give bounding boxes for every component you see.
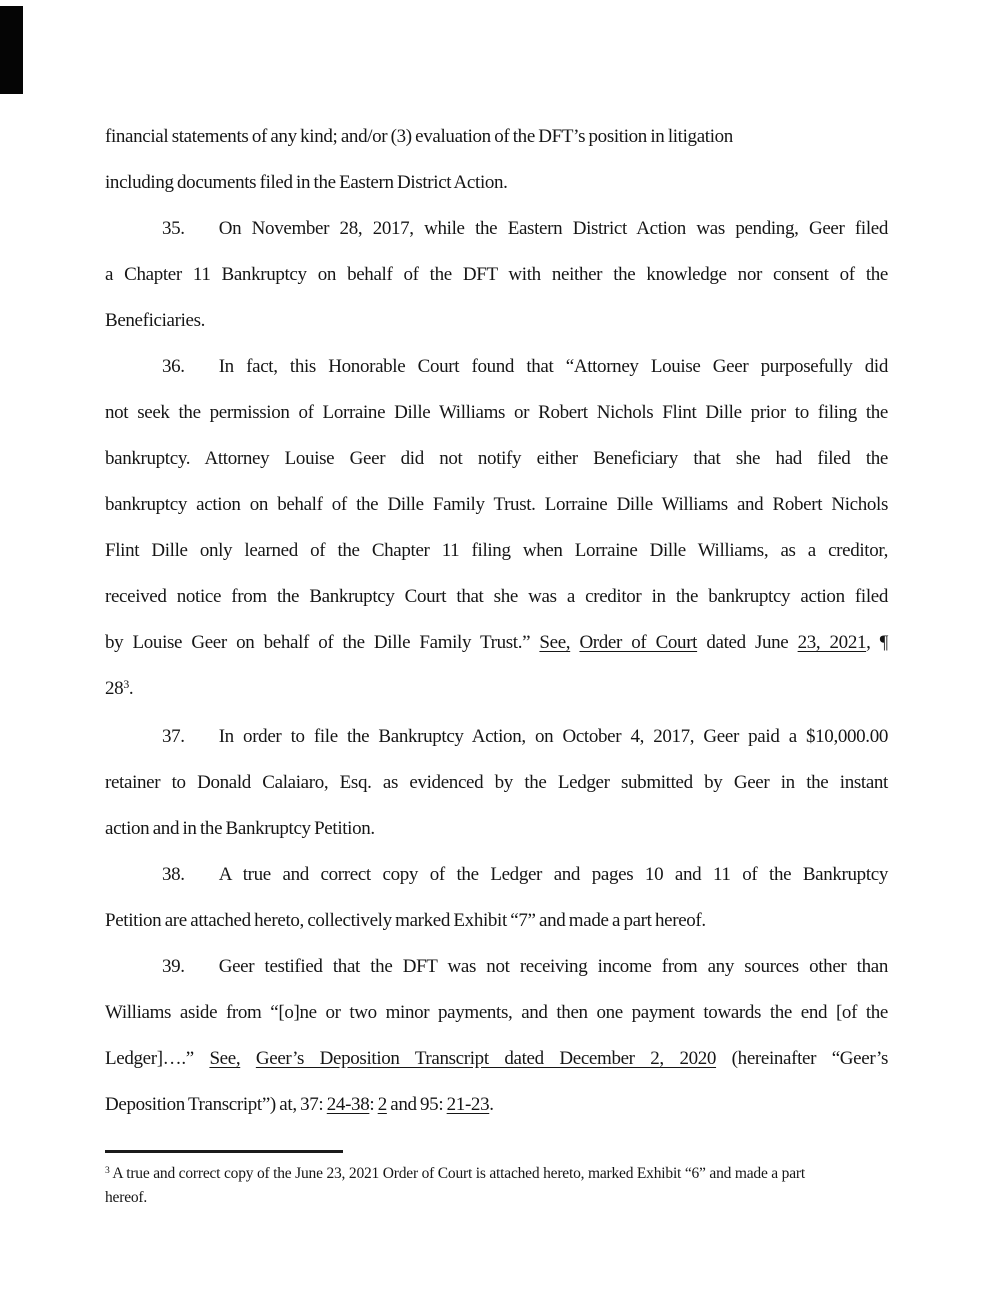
- document-line: [105, 574, 888, 620]
- document-line: [105, 898, 888, 944]
- document-line: [105, 160, 888, 206]
- text-segment: Ledger]….”: [105, 1048, 210, 1069]
- superscript: 3: [105, 1164, 110, 1176]
- text-segment: In fact, this Honorable Court found that “Attorney Louise Geer purposefully did: [218, 356, 888, 377]
- text-segment: Deposition Transcript”) at, 37:: [105, 1094, 327, 1115]
- footnote-line: [105, 1163, 905, 1187]
- paragraph-number: 38.: [162, 864, 185, 885]
- text-segment: In order to file the Bankruptcy Action, on October 4, 2017, Geer paid a $10,000.00: [218, 726, 888, 747]
- text-segment: 28: [105, 678, 124, 699]
- text-segment: Williams aside from “[o]ne or two minor payments, and then one payment towards the end [of the: [105, 1002, 888, 1023]
- text-segment: Beneficiaries.: [105, 310, 206, 331]
- document-line: [105, 620, 888, 666]
- document-line: [105, 1082, 888, 1128]
- document-line: [105, 390, 888, 436]
- document-line: [105, 436, 888, 482]
- text-segment: [240, 1048, 256, 1069]
- document-line: [105, 806, 888, 852]
- text-segment: not seek the permission of Lorraine Dille Williams or Robert Nichols Flint Dille prior to filing the: [105, 402, 888, 423]
- paragraph-number: 35.: [162, 218, 185, 239]
- text-segment: hereof.: [105, 1188, 148, 1206]
- text-segment: by Louise Geer on behalf of the Dille Family Trust.”: [105, 632, 540, 653]
- document-line: [105, 1036, 888, 1082]
- superscript: 3: [123, 677, 129, 691]
- citation-underline: 24-38: [326, 1094, 370, 1115]
- document-line: [105, 666, 888, 714]
- document-line: [105, 852, 888, 898]
- citation-underline: See,: [209, 1048, 241, 1069]
- text-segment: including documents filed in the Eastern District Action.: [105, 172, 508, 193]
- text-segment: A true and correct copy of the June 23, 2021 Order of Court is attached hereto, marked Exhibit “6” and made a part: [109, 1165, 805, 1182]
- document-line: [105, 344, 888, 390]
- document-line: [105, 482, 888, 528]
- citation-underline: See,: [539, 632, 571, 653]
- text-segment: Geer testified that the DFT was not receiving income from any sources other than: [218, 956, 888, 977]
- text-segment: financial statements of any kind; and/or (3) evaluation of the DFT’s position in litigation: [105, 126, 733, 147]
- paragraph-number: 37.: [162, 726, 185, 747]
- text-segment: bankruptcy. Attorney Louise Geer did not notify either Beneficiary that she had filed the: [105, 448, 888, 469]
- document-line: [105, 760, 888, 806]
- citation-underline: 2: [377, 1094, 387, 1115]
- document-line: [105, 990, 888, 1036]
- text-segment: action and in the Bankruptcy Petition.: [105, 818, 375, 839]
- text-segment: Petition are attached hereto, collectively marked Exhibit “7” and made a part hereof.: [105, 910, 706, 931]
- citation-underline: 21-23: [446, 1094, 490, 1115]
- document-line: [105, 252, 888, 298]
- citation-underline: Geer’s Deposition Transcript dated December 2, 2020: [255, 1048, 717, 1069]
- text-segment: A true and correct copy of the Ledger and pages 10 and 11 of the Bankruptcy: [218, 864, 888, 885]
- text-segment: .: [489, 1094, 494, 1115]
- text-segment: :: [369, 1094, 378, 1115]
- document-line: [105, 944, 888, 990]
- text-segment: bankruptcy action on behalf of the Dille Family Trust. Lorraine Dille Williams and Robert Nichols: [105, 494, 888, 515]
- document-line: [105, 528, 888, 574]
- document-line: [105, 714, 888, 760]
- citation-underline: Order of Court: [579, 632, 698, 653]
- text-segment: .: [128, 678, 134, 699]
- footnote-separator: [105, 1150, 343, 1153]
- document-body: [105, 114, 888, 1128]
- document-line: [105, 206, 888, 252]
- text-segment: Flint Dille only learned of the Chapter 11 filing when Lorraine Dille Williams, as a creditor,: [105, 540, 888, 561]
- footnote: [105, 1163, 905, 1208]
- text-segment: and 95:: [386, 1094, 447, 1115]
- citation-underline: 23, 2021: [797, 632, 867, 653]
- document-line: [105, 298, 888, 344]
- text-segment: dated June: [697, 632, 798, 653]
- text-segment: a Chapter 11 Bankruptcy on behalf of the DFT with neither the knowledge nor consent of the: [105, 264, 888, 285]
- paragraph-number: 39.: [162, 956, 185, 977]
- text-segment: (hereinafter “Geer’s: [716, 1048, 888, 1069]
- text-segment: On November 28, 2017, while the Eastern District Action was pending, Geer filed: [218, 218, 888, 239]
- paragraph-number: 36.: [162, 356, 185, 377]
- footnote-line: [105, 1187, 905, 1209]
- text-segment: retainer to Donald Calaiaro, Esq. as evidenced by the Ledger submitted by Geer in the instant: [105, 772, 888, 793]
- document-line: [105, 114, 888, 160]
- scan-artifact: [0, 6, 23, 94]
- text-segment: , ¶: [866, 632, 889, 653]
- text-segment: received notice from the Bankruptcy Court that she was a creditor in the bankruptcy action filed: [105, 586, 888, 607]
